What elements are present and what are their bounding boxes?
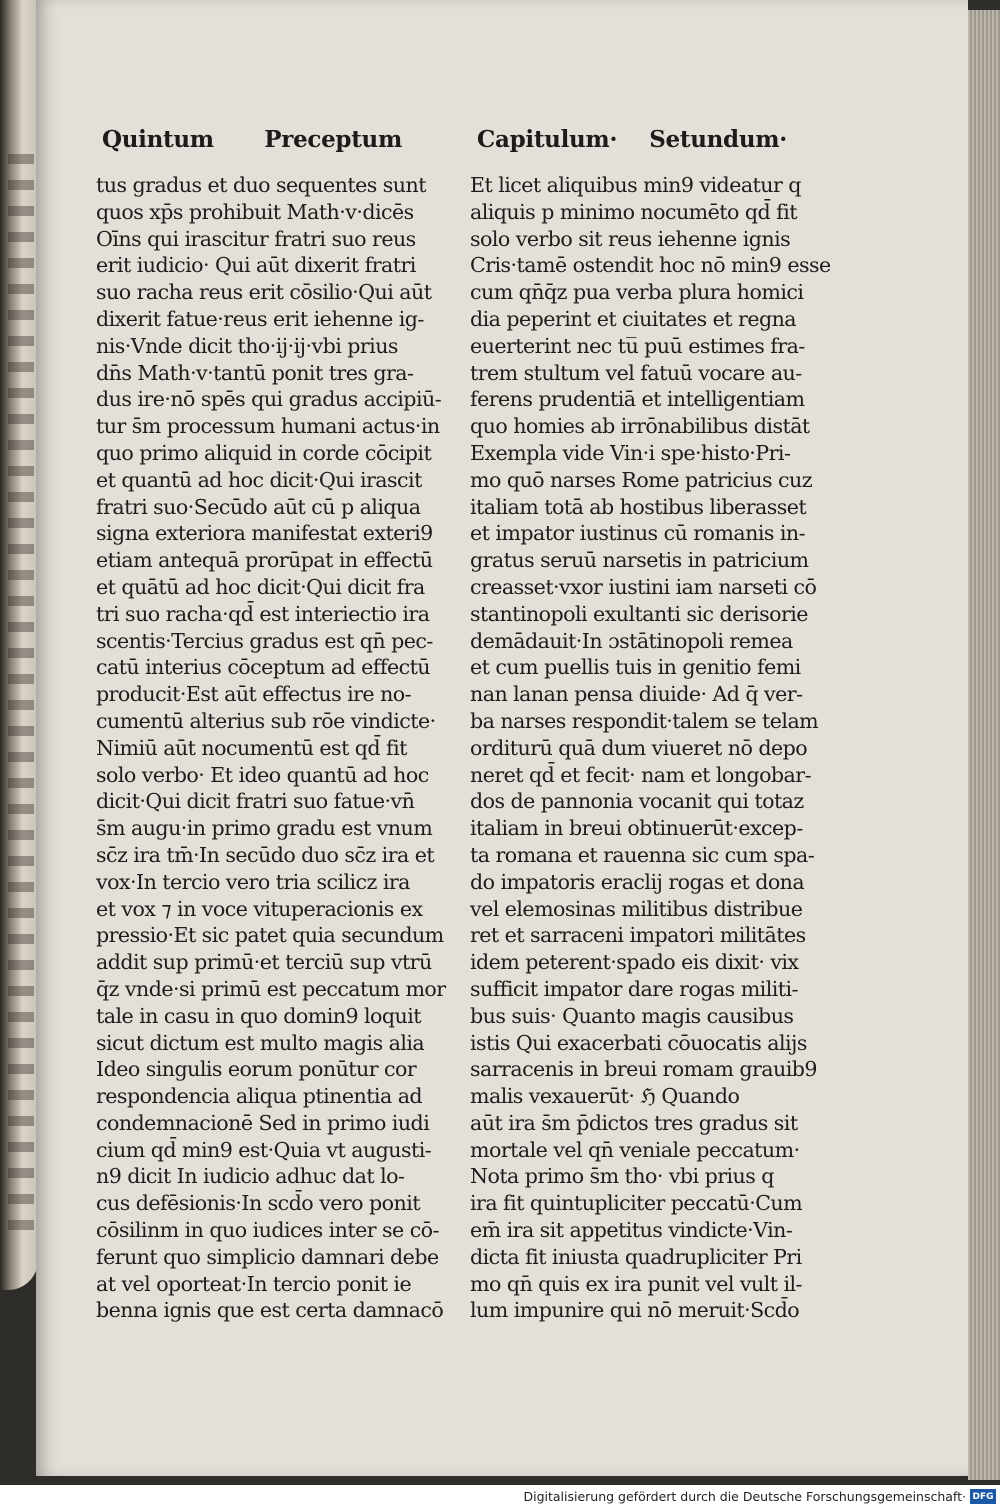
text-line: Et licet aliquibus min9 videatur q [470,173,801,197]
text-line: at vel oporteat·In tercio ponit ie [96,1271,412,1296]
text-line: quo primo aliquid in corde cōcipit [96,440,432,465]
text-line: benna ignis que est certa damnacō [96,1298,444,1323]
text-line: dus ire·nō spēs qui gradus accipiū- [96,387,442,412]
text-line: dixerit fatue·reus erit iehenne ig- [96,306,424,331]
facing-page-edge [0,0,38,1290]
text-line: tri suo racha·qd̄ est interiectio ira [96,601,430,626]
text-line: aliquis p minimo nocumēto qd̄ fit [470,199,797,224]
running-head-secundum: Setundum· [649,126,787,153]
text-line: quos xp̄s prohibuit Math·v·dicēs [96,199,414,224]
text-line: tus gradus et duo sequentes sunt [96,173,426,197]
text-line: cum qn̄q̄z pua verba plura homici [470,280,804,305]
text-line: nis·Vnde dicit tho·ij·ij·vbi prius [96,333,398,358]
running-head-capitulum: Capitulum· [477,126,618,153]
text-line: stantinopoli exultanti sic derisorie [470,601,808,626]
text-line: cumentū alterius sub rōe vindicte· [96,708,436,733]
text-line: dicit·Qui dicit fratri suo fatue·vn̄ [96,789,415,814]
text-line: respondencia aliqua ptinentia ad [96,1084,423,1109]
text-line: solo verbo sit reus iehenne ignis [470,226,791,251]
text-line: demādauit·In ɔstātinopoli remea [470,628,793,653]
text-line: ba narses respondit·talem se telam [470,708,819,733]
text-line: gratus seruū narsetis in patricium [470,548,809,573]
text-line: bus suis· Quanto magis causibus [470,1003,794,1028]
text-line: solo verbo· Et ideo quantū ad hoc [96,762,429,787]
text-line: cōsilinm in quo iudices inter se cō- [96,1218,439,1243]
text-line: dn̄s Math·v·tantū ponit tres gra- [96,360,414,385]
dfg-logo: DFG [970,1489,996,1504]
text-line: vox·In tercio vero tria scilicz ira [96,869,410,894]
text-line: q̄z vnde·si primū est peccatum mor [96,976,446,1001]
text-line: ferens prudentiā et intelligentiam [470,387,805,412]
text-column-right [470,172,831,1324]
text-line: Nota primo s̄m tho· vbi prius q [470,1164,774,1189]
text-line: idem peterent·spado eis dixit· vix [470,950,799,975]
text-line: Cris·tamē ostendit hoc nō min9 esse [470,253,831,278]
text-line: Oīns qui irascitur fratri suo reus [96,226,416,251]
text-line: et vox ⁊ in voce vituperacionis ex [96,896,423,921]
text-line: italiam in breui obtinuerūt·excep- [470,816,803,841]
text-line: et cum puellis tuis in genitio femi [470,655,801,680]
running-head-right [477,126,787,162]
text-line: Ideo singulis eorum ponūtur cor [96,1057,417,1082]
text-line: signa exteriora manifestat exteri9 [96,521,433,546]
text-line: euerterint nec tu̅ puū estimes fra- [470,333,805,358]
text-line: ira fit quintupliciter peccatū·Cum [470,1191,803,1216]
text-line: et quātū ad hoc dicit·Qui dicit fra [96,574,425,599]
text-line: istis Qui exacerbati cōuocatis alijs [470,1030,807,1055]
page-stack-edge [968,10,1000,1480]
text-line: ret et sarraceni impatori militātes [470,923,806,948]
facing-page-text-bleed [8,150,34,1230]
text-column-left [96,172,446,1324]
text-line: sicut dictum est multo magis alia [96,1030,425,1055]
text-line: dos de pannonia vocanit qui totaz [470,789,804,814]
text-line: cium qd̄ min9 est·Quia vt augusti- [96,1137,432,1162]
text-line: n9 dicit In iudicio adhuc dat lo- [96,1164,405,1189]
text-line: etiam antequā prorūpat in effectū [96,548,433,573]
text-line: vel elemosinas militibus distribue [470,896,803,921]
text-line: fratri suo·Secūdo aūt cū p aliqua [96,494,421,519]
text-line: et impator iustinus cū romanis in- [470,521,806,546]
text-line: nan lanan pensa diuide· Ad q̄ ver- [470,682,803,707]
text-line: dia peperint et ciuitates et regna [470,306,797,331]
text-line: aūt ira s̄m p̄dictos tres gradus sit [470,1110,798,1135]
text-line: creasset·vxor iustini iam narseti cō [470,574,817,599]
text-line: do impatoris eraclij rogas et dona [470,869,805,894]
running-head-quintum: Quintum [102,126,214,153]
text-line: trem stultum vel fatuū vocare au- [470,360,802,385]
text-line: addit sup primū·et terciū sup vtrū [96,950,432,975]
text-line: tale in casu in quo domin9 loquit [96,1003,421,1028]
text-line: mo quō narses Rome patricius cuz [470,467,812,492]
text-line: et quantū ad hoc dicit·Qui irascit [96,467,422,492]
text-line: condemnacionē Sed in primo iudi [96,1110,430,1135]
text-line: neret qd̄ et fecit· nam et longobar- [470,762,811,787]
text-line: orditurū quā dum viueret nō depo [470,735,808,760]
text-line: tur s̄m processum humani actus·in [96,414,440,439]
text-line: quo homies ab irrōnabilibus distāt [470,414,810,439]
running-head-left [102,126,402,162]
text-line: producit·Est aūt effectus ire no- [96,682,412,707]
text-line: mo qn̄ quis ex ira punit vel vult il- [470,1271,802,1296]
text-line: Nimiū aūt nocumentū est qd̄ fit [96,735,407,760]
text-line: Exempla vide Vin·i spe·histo·Pri- [470,440,791,465]
text-line: ferunt quo simplicio damnari debe [96,1244,439,1269]
text-line: catū interius cōceptum ad effectū [96,655,431,680]
text-line: s̄m augu·in primo gradu est vnum [96,816,433,841]
text-line: lum impunire qui nō meruit·Scd̄o [470,1298,800,1323]
text-line: sc̄z ira tm̄·In secūdo duo sc̄z ira et [96,842,435,867]
running-head-preceptum: Preceptum [264,126,402,153]
text-line: italiam totā ab hostibus liberasset [470,494,807,519]
footer-bar [0,1485,1000,1510]
text-line: dicta fit iniusta quadrupliciter Pri [470,1244,802,1269]
text-line: cus defēsionis·In scd̄o vero ponit [96,1191,420,1216]
text-line: ta romana et rauenna sic cum spa- [470,842,815,867]
text-line: sufficit impator dare rogas militi- [470,976,798,1001]
text-line: pressio·Et sic patet quia secundum [96,923,444,948]
text-line: em̄ ira sit appetitus vindicte·Vin- [470,1218,793,1243]
text-line: mortale vel qn̄ veniale peccatum· [470,1137,800,1162]
text-line: malis vexauerūt· ℌ Quando [470,1084,740,1109]
text-line: scentis·Tercius gradus est qn̄ pec- [96,628,433,653]
text-line: suo racha reus erit cōsilio·Qui aūt [96,280,432,305]
text-line: erit iudicio· Qui aūt dixerit fratri [96,253,416,278]
funding-credit: Digitalisierung gefördert durch die Deutsche Forschungsgemeinschaft· [523,1489,966,1504]
text-line: sarracenis in breui romam grauib9 [470,1057,817,1082]
